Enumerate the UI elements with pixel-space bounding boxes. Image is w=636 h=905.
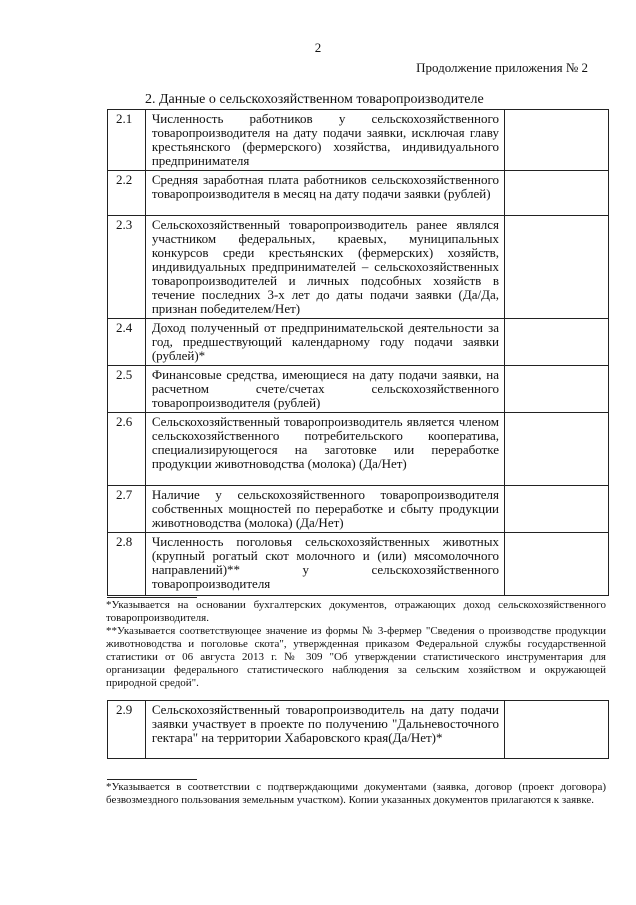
hectare-table [107, 700, 609, 759]
table-row [108, 533, 609, 596]
value-cell [505, 216, 609, 319]
row-text: Сельскохозяйственный товаропроизводитель является членом сельскохозяйственного потребительского кооператива, специализирующегося на заготовке или переработке продукции животноводства (молока) (Да/Нет) [145, 413, 504, 486]
footnote-divider [107, 597, 197, 598]
row-number: 2.8 [108, 533, 146, 596]
row-text: Сельскохозяйственный товаропроизводитель ранее являлся участником федеральных, краевых, муниципальных конкурсов среди крестьянских (фермерских) хозяйств, индивидуальных предпринимателей – сельскохозяйственных товаропроизводителей и личных подсобных хозяйств в течение последних 3-х лет до даты подачи заявки (Да/Да, признан победителем/Нет) [145, 216, 504, 319]
table-row [108, 701, 609, 759]
value-cell [505, 319, 609, 366]
row-text: Численность поголовья сельскохозяйственных животных (крупный рогатый скот молочного и (или) мясомолочного направлений)** у сельскохозяйственного товаропроизводителя [145, 533, 504, 596]
row-number: 2.9 [108, 701, 146, 759]
table-row [108, 319, 609, 366]
row-text: Сельскохозяйственный товаропроизводитель на дату подачи заявки участвует в проекте по получению "Дальневосточного гектара" на территории Хабаровского края(Да/Нет)* [145, 701, 504, 759]
value-cell [505, 533, 609, 596]
row-number: 2.7 [108, 486, 146, 533]
table-row [108, 110, 609, 171]
table-row [108, 216, 609, 319]
value-cell [505, 110, 609, 171]
row-text: Средняя заработная плата работников сельскохозяйственного товаропроизводителя в месяц на дату подачи заявки (рублей) [145, 171, 504, 216]
row-text: Наличие у сельскохозяйственного товаропроизводителя собственных мощностей по переработке и сбыту продукции животноводства (молока) (Да/Нет) [145, 486, 504, 533]
continuation-label: Продолжение приложения № 2 [416, 60, 588, 75]
value-cell [505, 701, 609, 759]
footnotes-section-2 [106, 781, 606, 807]
table-row [108, 486, 609, 533]
page-number: 2 [314, 40, 322, 55]
row-number: 2.3 [108, 216, 146, 319]
value-cell [505, 486, 609, 533]
footnote-divider [107, 779, 197, 780]
table-row [108, 413, 609, 486]
value-cell [505, 366, 609, 413]
value-cell [505, 413, 609, 486]
footnote: **Указывается соответствующее значение из формы № 3-фермер "Сведения о производстве продукции животноводства и поголовье скота", утвержденная приказом Федеральной службы государственной статистики от 06 августа 2013 г. № 309 "Об утверждении статистического инструментария для организации федерального статистического наблюдения за сельским хозяйством и окружающей природной средой". [106, 625, 606, 689]
footnote: *Указывается на основании бухгалтерских документов, отражающих доход сельскохозяйственного товаропроизводителя. [106, 599, 606, 624]
table-row [108, 366, 609, 413]
footnote: *Указывается в соответствии с подтверждающими документами (заявка, договор (проект договора) безвозмездного пользования земельным участком). Копии указанных документов прилагаются к заявке. [106, 781, 606, 806]
row-text: Финансовые средства, имеющиеся на дату подачи заявки, на расчетном счете/счетах сельскохозяйственного товаропроизводителя (рублей) [145, 366, 504, 413]
row-number: 2.5 [108, 366, 146, 413]
row-text: Доход полученный от предпринимательской деятельности за год, предшествующий календарному году подачи заявки (рублей)* [145, 319, 504, 366]
table-row [108, 171, 609, 216]
footnotes-section-1 [106, 599, 606, 690]
row-text: Численность работников у сельскохозяйственного товаропроизводителя на дату подачи заявки, исключая главу крестьянского (фермерского) хозяйства, индивидуального предпринимателя [145, 110, 504, 171]
row-number: 2.6 [108, 413, 146, 486]
row-number: 2.4 [108, 319, 146, 366]
section-title: 2. Данные о сельскохозяйственном товаропроизводителе [145, 92, 484, 107]
value-cell [505, 171, 609, 216]
row-number: 2.2 [108, 171, 146, 216]
producer-data-table [107, 109, 609, 596]
row-number: 2.1 [108, 110, 146, 171]
